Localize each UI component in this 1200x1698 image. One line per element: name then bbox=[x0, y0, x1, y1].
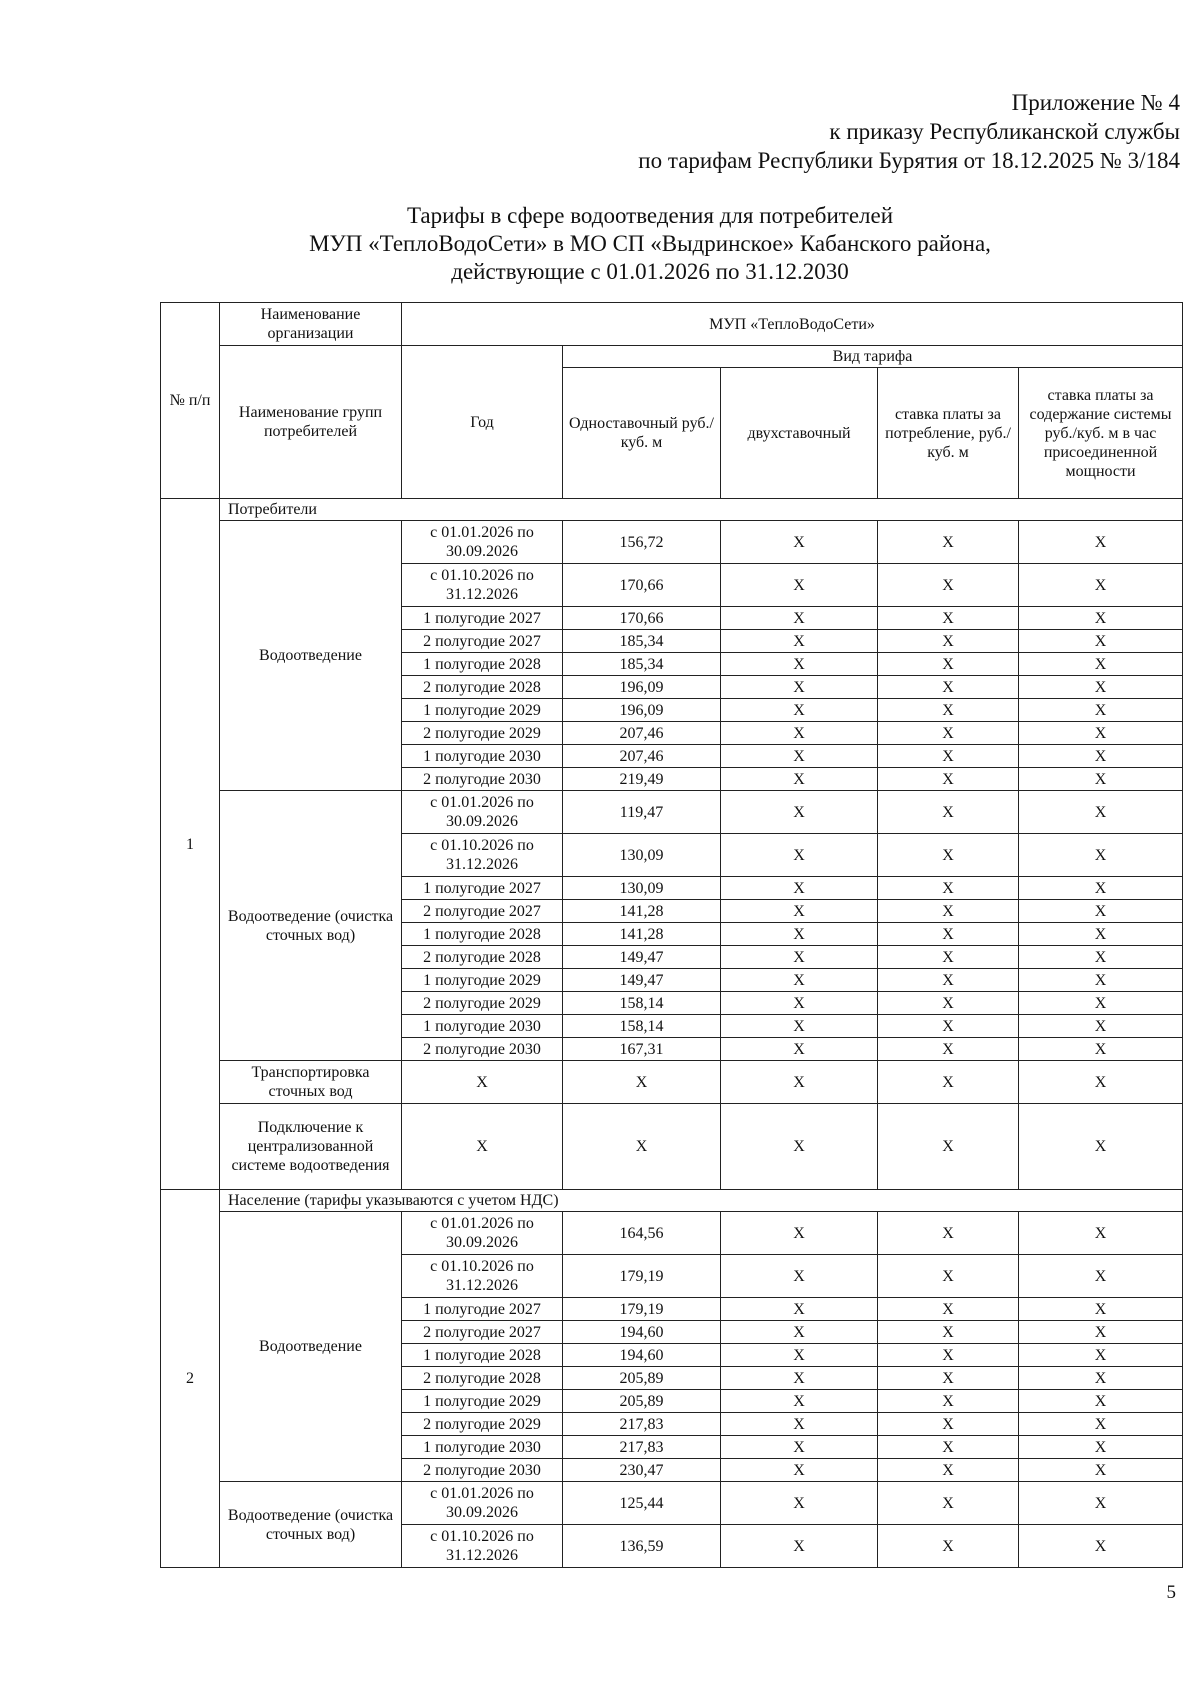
consumer-group-name: Транспортировка сточных вод bbox=[220, 1061, 402, 1104]
consumption-rate-cell: X bbox=[878, 1367, 1019, 1390]
maintenance-rate-cell: X bbox=[1019, 1298, 1183, 1321]
consumption-rate-cell: X bbox=[878, 1212, 1019, 1255]
two-rate-cell: X bbox=[721, 1015, 878, 1038]
consumption-rate-cell: X bbox=[878, 791, 1019, 834]
consumption-rate-cell: X bbox=[878, 1321, 1019, 1344]
period-cell: X bbox=[402, 1104, 563, 1190]
two-rate-cell: X bbox=[721, 1525, 878, 1568]
period-cell: 1 полугодие 2027 bbox=[402, 1298, 563, 1321]
maintenance-rate-cell: X bbox=[1019, 768, 1183, 791]
title-line-3: действующие с 01.01.2026 по 31.12.2030 bbox=[451, 259, 849, 284]
table-row bbox=[161, 1482, 1183, 1525]
maintenance-rate-cell: X bbox=[1019, 1038, 1183, 1061]
single-rate-cell: 194,60 bbox=[563, 1321, 721, 1344]
single-rate-cell: 207,46 bbox=[563, 722, 721, 745]
two-rate-cell: X bbox=[721, 1390, 878, 1413]
two-rate-cell: X bbox=[721, 1212, 878, 1255]
two-rate-cell: X bbox=[721, 630, 878, 653]
single-rate-cell: 179,19 bbox=[563, 1298, 721, 1321]
tariff-table-body bbox=[161, 303, 1183, 1568]
consumption-rate-cell: X bbox=[878, 564, 1019, 607]
maintenance-rate-cell: X bbox=[1019, 1459, 1183, 1482]
consumption-rate-cell: X bbox=[878, 1104, 1019, 1190]
single-rate-cell: 185,34 bbox=[563, 653, 721, 676]
maintenance-rate-cell: X bbox=[1019, 722, 1183, 745]
section-label: Потребители bbox=[220, 499, 1183, 521]
consumer-group-name: Водоотведение (очистка сточных вод) bbox=[220, 791, 402, 1061]
consumption-rate-cell: X bbox=[878, 1344, 1019, 1367]
header-year: Год bbox=[402, 346, 563, 499]
consumption-rate-cell: X bbox=[878, 745, 1019, 768]
header-group-label: Наименование групп потребителей bbox=[220, 346, 402, 499]
maintenance-rate-cell: X bbox=[1019, 699, 1183, 722]
period-cell: с 01.10.2026 по 31.12.2026 bbox=[402, 564, 563, 607]
period-cell: 1 полугодие 2027 bbox=[402, 877, 563, 900]
period-cell: 2 полугодие 2029 bbox=[402, 992, 563, 1015]
consumption-rate-cell: X bbox=[878, 630, 1019, 653]
consumption-rate-cell: X bbox=[878, 1298, 1019, 1321]
two-rate-cell: X bbox=[721, 745, 878, 768]
single-rate-cell: 141,28 bbox=[563, 923, 721, 946]
two-rate-cell: X bbox=[721, 521, 878, 564]
header-consumption-rate: ставка платы за потребление, руб./ куб. м bbox=[878, 368, 1019, 499]
consumer-group-name: Водоотведение bbox=[220, 1212, 402, 1482]
appendix-block bbox=[480, 88, 1180, 175]
period-cell: 1 полугодие 2030 bbox=[402, 745, 563, 768]
title-line-2: МУП «ТеплоВодоСети» в МО СП «Выдринское» Кабанского района, bbox=[309, 231, 991, 256]
maintenance-rate-cell: X bbox=[1019, 1321, 1183, 1344]
two-rate-cell: X bbox=[721, 900, 878, 923]
single-rate-cell: 136,59 bbox=[563, 1525, 721, 1568]
consumer-group-name: Подключение к централизованной системе водоотведения bbox=[220, 1104, 402, 1190]
two-rate-cell: X bbox=[721, 1459, 878, 1482]
single-rate-cell: 219,49 bbox=[563, 768, 721, 791]
two-rate-cell: X bbox=[721, 1344, 878, 1367]
two-rate-cell: X bbox=[721, 992, 878, 1015]
section-number: 2 bbox=[161, 1190, 220, 1568]
maintenance-rate-cell: X bbox=[1019, 607, 1183, 630]
consumption-rate-cell: X bbox=[878, 946, 1019, 969]
consumption-rate-cell: X bbox=[878, 653, 1019, 676]
period-cell: с 01.01.2026 по 30.09.2026 bbox=[402, 521, 563, 564]
appendix-line-1: Приложение № 4 bbox=[1011, 90, 1180, 115]
period-cell: с 01.10.2026 по 31.12.2026 bbox=[402, 834, 563, 877]
period-cell: 2 полугодие 2028 bbox=[402, 946, 563, 969]
maintenance-rate-cell: X bbox=[1019, 1344, 1183, 1367]
two-rate-cell: X bbox=[721, 607, 878, 630]
consumption-rate-cell: X bbox=[878, 1255, 1019, 1298]
single-rate-cell: 167,31 bbox=[563, 1038, 721, 1061]
appendix-line-3: по тарифам Республики Бурятия от 18.12.2025 № 3/184 bbox=[638, 148, 1180, 173]
two-rate-cell: X bbox=[721, 653, 878, 676]
appendix-line-2: к приказу Республиканской службы bbox=[829, 119, 1180, 144]
two-rate-cell: X bbox=[721, 1321, 878, 1344]
maintenance-rate-cell: X bbox=[1019, 1015, 1183, 1038]
single-rate-cell: X bbox=[563, 1104, 721, 1190]
consumption-rate-cell: X bbox=[878, 1015, 1019, 1038]
two-rate-cell: X bbox=[721, 1104, 878, 1190]
consumption-rate-cell: X bbox=[878, 1390, 1019, 1413]
table-row bbox=[161, 791, 1183, 834]
maintenance-rate-cell: X bbox=[1019, 1061, 1183, 1104]
header-single-rate: Одноставочный руб./ куб. м bbox=[563, 368, 721, 499]
two-rate-cell: X bbox=[721, 1482, 878, 1525]
maintenance-rate-cell: X bbox=[1019, 653, 1183, 676]
consumption-rate-cell: X bbox=[878, 1482, 1019, 1525]
consumption-rate-cell: X bbox=[878, 877, 1019, 900]
two-rate-cell: X bbox=[721, 923, 878, 946]
period-cell: 2 полугодие 2027 bbox=[402, 1321, 563, 1344]
single-rate-cell: 158,14 bbox=[563, 1015, 721, 1038]
maintenance-rate-cell: X bbox=[1019, 834, 1183, 877]
two-rate-cell: X bbox=[721, 946, 878, 969]
two-rate-cell: X bbox=[721, 1413, 878, 1436]
period-cell: 1 полугодие 2028 bbox=[402, 653, 563, 676]
single-rate-cell: X bbox=[563, 1061, 721, 1104]
table-row bbox=[161, 1104, 1183, 1190]
header-org-name: МУП «ТеплоВодоСети» bbox=[402, 303, 1183, 346]
consumption-rate-cell: X bbox=[878, 1038, 1019, 1061]
consumption-rate-cell: X bbox=[878, 900, 1019, 923]
maintenance-rate-cell: X bbox=[1019, 1482, 1183, 1525]
period-cell: 1 полугодие 2027 bbox=[402, 607, 563, 630]
header-tariff-kind: Вид тарифа bbox=[563, 346, 1183, 368]
maintenance-rate-cell: X bbox=[1019, 564, 1183, 607]
consumption-rate-cell: X bbox=[878, 1413, 1019, 1436]
header-row-org bbox=[161, 303, 1183, 346]
single-rate-cell: 170,66 bbox=[563, 564, 721, 607]
maintenance-rate-cell: X bbox=[1019, 1255, 1183, 1298]
period-cell: с 01.10.2026 по 31.12.2026 bbox=[402, 1525, 563, 1568]
single-rate-cell: 196,09 bbox=[563, 699, 721, 722]
single-rate-cell: 230,47 bbox=[563, 1459, 721, 1482]
header-num: № п/п bbox=[161, 303, 220, 499]
single-rate-cell: 130,09 bbox=[563, 877, 721, 900]
section-label-row bbox=[161, 499, 1183, 521]
two-rate-cell: X bbox=[721, 791, 878, 834]
single-rate-cell: 125,44 bbox=[563, 1482, 721, 1525]
single-rate-cell: 217,83 bbox=[563, 1436, 721, 1459]
consumption-rate-cell: X bbox=[878, 834, 1019, 877]
period-cell: 1 полугодие 2030 bbox=[402, 1436, 563, 1459]
maintenance-rate-cell: X bbox=[1019, 992, 1183, 1015]
two-rate-cell: X bbox=[721, 834, 878, 877]
two-rate-cell: X bbox=[721, 1038, 878, 1061]
maintenance-rate-cell: X bbox=[1019, 1436, 1183, 1459]
two-rate-cell: X bbox=[721, 564, 878, 607]
two-rate-cell: X bbox=[721, 969, 878, 992]
table-row bbox=[161, 521, 1183, 564]
title-line-1: Тарифы в сфере водоотведения для потребителей bbox=[406, 203, 894, 228]
two-rate-cell: X bbox=[721, 877, 878, 900]
maintenance-rate-cell: X bbox=[1019, 791, 1183, 834]
period-cell: 2 полугодие 2030 bbox=[402, 768, 563, 791]
single-rate-cell: 149,47 bbox=[563, 946, 721, 969]
single-rate-cell: 141,28 bbox=[563, 900, 721, 923]
single-rate-cell: 205,89 bbox=[563, 1367, 721, 1390]
period-cell: 2 полугодие 2029 bbox=[402, 1413, 563, 1436]
maintenance-rate-cell: X bbox=[1019, 1525, 1183, 1568]
maintenance-rate-cell: X bbox=[1019, 745, 1183, 768]
maintenance-rate-cell: X bbox=[1019, 676, 1183, 699]
consumption-rate-cell: X bbox=[878, 1061, 1019, 1104]
maintenance-rate-cell: X bbox=[1019, 923, 1183, 946]
consumer-group-name: Водоотведение (очистка сточных вод) bbox=[220, 1482, 402, 1568]
two-rate-cell: X bbox=[721, 1061, 878, 1104]
period-cell: 1 полугодие 2030 bbox=[402, 1015, 563, 1038]
section-label: Население (тарифы указываются с учетом НДС) bbox=[220, 1190, 1183, 1212]
period-cell: 2 полугодие 2028 bbox=[402, 1367, 563, 1390]
single-rate-cell: 156,72 bbox=[563, 521, 721, 564]
period-cell: с 01.01.2026 по 30.09.2026 bbox=[402, 1482, 563, 1525]
period-cell: с 01.01.2026 по 30.09.2026 bbox=[402, 791, 563, 834]
consumption-rate-cell: X bbox=[878, 1525, 1019, 1568]
maintenance-rate-cell: X bbox=[1019, 1390, 1183, 1413]
single-rate-cell: 196,09 bbox=[563, 676, 721, 699]
consumption-rate-cell: X bbox=[878, 923, 1019, 946]
consumption-rate-cell: X bbox=[878, 1436, 1019, 1459]
header-row-kind bbox=[161, 346, 1183, 368]
table-row bbox=[161, 1212, 1183, 1255]
section-label-row bbox=[161, 1190, 1183, 1212]
section-number: 1 bbox=[161, 499, 220, 1190]
single-rate-cell: 158,14 bbox=[563, 992, 721, 1015]
two-rate-cell: X bbox=[721, 1255, 878, 1298]
maintenance-rate-cell: X bbox=[1019, 969, 1183, 992]
two-rate-cell: X bbox=[721, 1436, 878, 1459]
two-rate-cell: X bbox=[721, 1367, 878, 1390]
consumption-rate-cell: X bbox=[878, 1459, 1019, 1482]
single-rate-cell: 217,83 bbox=[563, 1413, 721, 1436]
consumption-rate-cell: X bbox=[878, 521, 1019, 564]
maintenance-rate-cell: X bbox=[1019, 1413, 1183, 1436]
consumption-rate-cell: X bbox=[878, 768, 1019, 791]
consumption-rate-cell: X bbox=[878, 676, 1019, 699]
table-row bbox=[161, 1061, 1183, 1104]
single-rate-cell: 164,56 bbox=[563, 1212, 721, 1255]
period-cell: X bbox=[402, 1061, 563, 1104]
period-cell: 1 полугодие 2029 bbox=[402, 969, 563, 992]
header-maintenance-rate: ставка платы за содержание системы руб./куб. м в час присоединенной мощности bbox=[1019, 368, 1183, 499]
period-cell: 2 полугодие 2029 bbox=[402, 722, 563, 745]
single-rate-cell: 207,46 bbox=[563, 745, 721, 768]
period-cell: 2 полугодие 2027 bbox=[402, 630, 563, 653]
single-rate-cell: 119,47 bbox=[563, 791, 721, 834]
period-cell: 2 полугодие 2030 bbox=[402, 1459, 563, 1482]
header-org-label: Наименование организации bbox=[220, 303, 402, 346]
period-cell: 2 полугодие 2028 bbox=[402, 676, 563, 699]
period-cell: 1 полугодие 2028 bbox=[402, 923, 563, 946]
tariff-table bbox=[160, 302, 1183, 1568]
page-number: 5 bbox=[1166, 1582, 1176, 1603]
single-rate-cell: 179,19 bbox=[563, 1255, 721, 1298]
maintenance-rate-cell: X bbox=[1019, 946, 1183, 969]
two-rate-cell: X bbox=[721, 699, 878, 722]
two-rate-cell: X bbox=[721, 722, 878, 745]
two-rate-cell: X bbox=[721, 1298, 878, 1321]
single-rate-cell: 185,34 bbox=[563, 630, 721, 653]
period-cell: 2 полугодие 2027 bbox=[402, 900, 563, 923]
maintenance-rate-cell: X bbox=[1019, 1104, 1183, 1190]
consumption-rate-cell: X bbox=[878, 699, 1019, 722]
single-rate-cell: 194,60 bbox=[563, 1344, 721, 1367]
document-title bbox=[190, 202, 1110, 286]
period-cell: 1 полугодие 2029 bbox=[402, 699, 563, 722]
period-cell: с 01.10.2026 по 31.12.2026 bbox=[402, 1255, 563, 1298]
single-rate-cell: 170,66 bbox=[563, 607, 721, 630]
two-rate-cell: X bbox=[721, 768, 878, 791]
period-cell: 1 полугодие 2028 bbox=[402, 1344, 563, 1367]
header-two-rate: двухставочный bbox=[721, 368, 878, 499]
single-rate-cell: 205,89 bbox=[563, 1390, 721, 1413]
maintenance-rate-cell: X bbox=[1019, 521, 1183, 564]
single-rate-cell: 149,47 bbox=[563, 969, 721, 992]
maintenance-rate-cell: X bbox=[1019, 877, 1183, 900]
period-cell: 2 полугодие 2030 bbox=[402, 1038, 563, 1061]
maintenance-rate-cell: X bbox=[1019, 630, 1183, 653]
two-rate-cell: X bbox=[721, 676, 878, 699]
consumer-group-name: Водоотведение bbox=[220, 521, 402, 791]
maintenance-rate-cell: X bbox=[1019, 1367, 1183, 1390]
period-cell: с 01.01.2026 по 30.09.2026 bbox=[402, 1212, 563, 1255]
consumption-rate-cell: X bbox=[878, 722, 1019, 745]
consumption-rate-cell: X bbox=[878, 969, 1019, 992]
maintenance-rate-cell: X bbox=[1019, 900, 1183, 923]
single-rate-cell: 130,09 bbox=[563, 834, 721, 877]
maintenance-rate-cell: X bbox=[1019, 1212, 1183, 1255]
consumption-rate-cell: X bbox=[878, 992, 1019, 1015]
consumption-rate-cell: X bbox=[878, 607, 1019, 630]
period-cell: 1 полугодие 2029 bbox=[402, 1390, 563, 1413]
